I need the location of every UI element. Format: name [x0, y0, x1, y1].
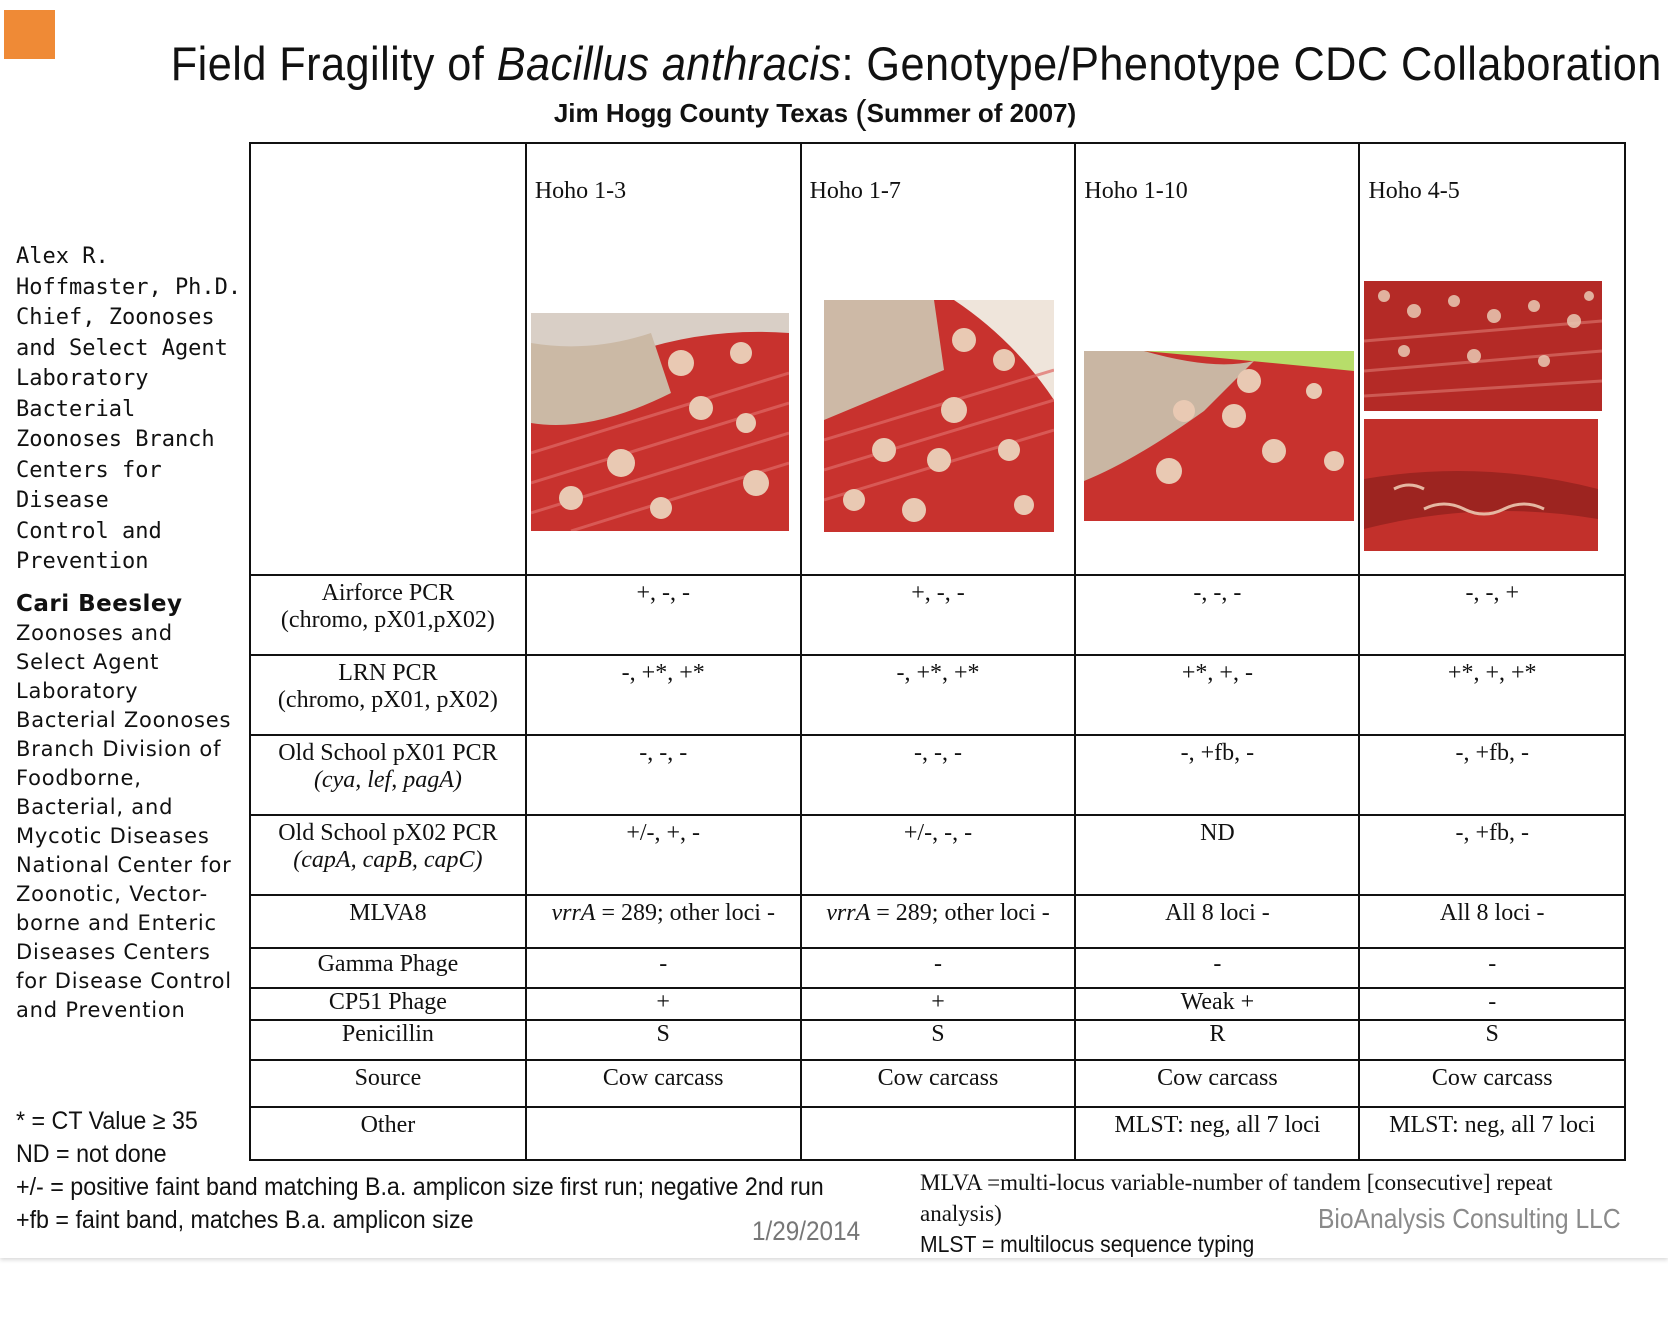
cell: -, +*, +* [801, 655, 1076, 735]
row-label: Other [250, 1107, 526, 1160]
definition-mlva: MLVA =multi-locus variable-number of tandem [consecutive] repeat analysis) [920, 1170, 1553, 1226]
cell: -, +fb, - [1359, 735, 1625, 815]
cell: vrrA = 289; other loci - [526, 895, 801, 948]
table-row [250, 1060, 1625, 1107]
cell: - [801, 948, 1076, 988]
cell: All 8 loci - [1075, 895, 1359, 948]
table-row [250, 948, 1625, 988]
slide-date: 1/29/2014 [752, 1216, 861, 1246]
slide-title [170, 36, 1662, 91]
strain-name: Hoho 1-7 [809, 178, 901, 204]
row-label: MLVA8 [250, 895, 526, 948]
cell: -, +fb, - [1075, 735, 1359, 815]
row-label: Source [250, 1060, 526, 1107]
footnote-plus-minus: +/- = positive faint band matching B.a. amplicon size first run; negative 2nd run [16, 1173, 824, 1201]
definition-mlst: MLST = multilocus sequence typing [920, 1231, 1255, 1257]
row-label: Airforce PCR (chromo, pX01,pX02) [250, 575, 526, 655]
cell: All 8 loci - [1359, 895, 1625, 948]
cell: vrrA = 289; other loci - [801, 895, 1076, 948]
credit-beesley-body: Zoonoses and Select Agent Laboratory Bacterial Zoonoses Branch Division of Foodborne, Bacterial, and Mycotic Diseases National Center for Zoonotic, Vector-borne and Enteric Diseases Centers for Disease Control and Prevention [16, 621, 232, 1022]
footnote-ct: * = CT Value ≥ 35 [16, 1107, 198, 1135]
table-row [250, 988, 1625, 1020]
table-row [250, 655, 1625, 735]
cell: Cow carcass [526, 1060, 801, 1107]
cell: - [1075, 948, 1359, 988]
results-table [249, 142, 1626, 1161]
row-label: Old School pX02 PCR (capA, capB, capC) [250, 815, 526, 895]
cell: ND [1075, 815, 1359, 895]
row-label: Gamma Phage [250, 948, 526, 988]
table-row [250, 895, 1625, 948]
brand-footer: BioAnalysis Consulting LLC [1318, 1203, 1621, 1234]
cell: +/-, -, - [801, 815, 1076, 895]
strain-header [526, 143, 801, 575]
slide-subtitle [520, 94, 1110, 133]
cell: -, -, - [801, 735, 1076, 815]
cell: - [1359, 988, 1625, 1020]
cell: MLST: neg, all 7 loci [1075, 1107, 1359, 1160]
strain-header [801, 143, 1076, 575]
cell: -, -, - [1075, 575, 1359, 655]
cell: - [526, 948, 801, 988]
subtitle-paren: ( [855, 94, 867, 132]
cell: +*, +, +* [1359, 655, 1625, 735]
culture-plate-image [1084, 351, 1354, 521]
cell: Cow carcass [801, 1060, 1076, 1107]
table-row [250, 815, 1625, 895]
cell: + [801, 988, 1076, 1020]
table-row [250, 575, 1625, 655]
cell: Cow carcass [1359, 1060, 1625, 1107]
cell: + [526, 988, 801, 1020]
cell: Cow carcass [1075, 1060, 1359, 1107]
cell: -, -, - [526, 735, 801, 815]
table-row [250, 735, 1625, 815]
culture-plate-image [824, 300, 1054, 532]
cell: MLST: neg, all 7 loci [1359, 1107, 1625, 1160]
cell: -, -, + [1359, 575, 1625, 655]
row-label: CP51 Phage [250, 988, 526, 1020]
cell: +, -, - [801, 575, 1076, 655]
strain-header [1075, 143, 1359, 575]
table-row [250, 1020, 1625, 1060]
corner-cell [250, 143, 526, 575]
footnote-nd: ND = not done [16, 1140, 167, 1168]
credit-beesley [16, 590, 236, 1025]
cell: S [801, 1020, 1076, 1060]
cell: +*, +, - [1075, 655, 1359, 735]
culture-plate-image [1364, 419, 1598, 551]
cell: +, -, - [526, 575, 801, 655]
culture-plate-image [1364, 281, 1602, 411]
subtitle-tail: Summer of 2007) [866, 98, 1077, 128]
strain-name: Hoho 1-3 [534, 178, 627, 204]
strain-header-row [250, 143, 1625, 575]
cell: S [526, 1020, 801, 1060]
cell: R [1075, 1020, 1359, 1060]
title-species: Bacillus anthracis [496, 37, 842, 90]
cell: Weak + [1075, 988, 1359, 1020]
title-suffix: : Genotype/Phenotype CDC Collaboration [841, 37, 1662, 90]
culture-plate-image [531, 313, 789, 531]
subtitle-main: Jim Hogg County Texas [553, 98, 856, 128]
row-label: LRN PCR (chromo, pX01, pX02) [250, 655, 526, 735]
cell: - [1359, 948, 1625, 988]
strain-name: Hoho 1-10 [1084, 178, 1188, 204]
row-label: Penicillin [250, 1020, 526, 1060]
row-label: Old School pX01 PCR (cya, lef, pagA) [250, 735, 526, 815]
strain-header [1359, 143, 1625, 575]
cell: -, +fb, - [1359, 815, 1625, 895]
title-prefix: Field Fragility of [170, 37, 497, 90]
credit-beesley-name: Cari Beesley [16, 591, 183, 617]
accent-square [4, 10, 55, 59]
strain-name: Hoho 4-5 [1368, 178, 1460, 204]
footnote-fb: +fb = faint band, matches B.a. amplicon size [16, 1206, 474, 1234]
cell: -, +*, +* [526, 655, 801, 735]
cell: S [1359, 1020, 1625, 1060]
credit-hoffmaster: Alex R. Hoffmaster, Ph.D. Chief, Zoonoses and Select Agent Laboratory Bacterial Zoonoses Branch Centers for Disease Control and Prevention [16, 244, 242, 574]
cell: +/-, +, - [526, 815, 801, 895]
